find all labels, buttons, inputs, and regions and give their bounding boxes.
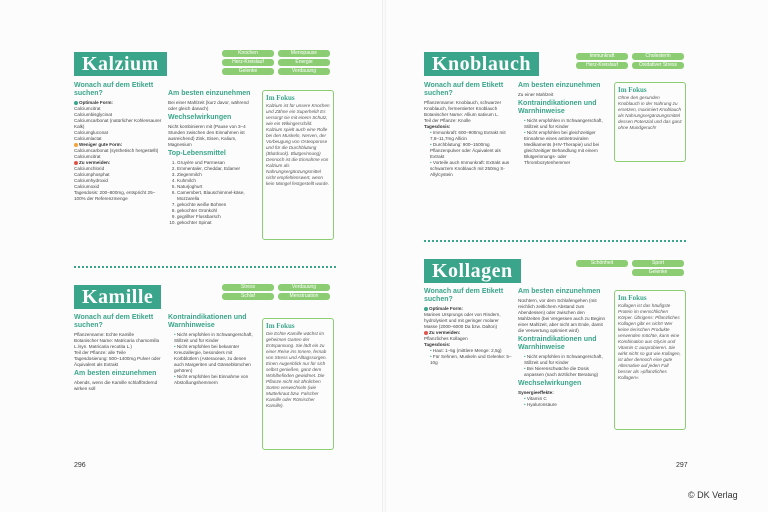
- check-icon: [424, 307, 428, 311]
- kollagen-optimal-text: Marines Ursprungs oder von Rindern, hydrolysiert und mit geringer molarer Masse (2000–6000 Da bzw. Dalton): [424, 312, 501, 329]
- knoblauch-tagesdosis-list: [424, 130, 512, 178]
- book-gutter: [382, 0, 386, 512]
- knoblauch-col-2: [518, 80, 606, 166]
- tag-cholesterin: Cholesterin: [632, 53, 684, 60]
- avoid-icon: [424, 331, 428, 335]
- kollagen-title: Kollagen: [424, 259, 521, 283]
- knoblauch-teil: Teil der Pflanze: Knolle: [424, 118, 471, 123]
- kalzium-col-2: [168, 88, 256, 226]
- fokus-text: Kalzium ist für unsere Knochen und Zähne ein Superheld! Es versorgt sie mit einem Schutz, wie ein Wikingerschild. Kalzium spielt auch eine Rolle bei den Muskeln, Nerven, der Vorbeugung von Osteoporose und für die Durchblutung (Blutdruck). Blutgerinnung) Dennoch ist die Einnahme von Kalzium als Nahrungsergänzungsmittel nicht empfehlenswert, wenn kein Mangel festgestellt wurde.: [266, 103, 330, 186]
- knoblauch-botanisch: Botanischer Name: Allium sativum L.: [424, 112, 499, 117]
- knoblauch-einnehmen-text: Zu einer Mahlzeit: [518, 92, 554, 97]
- kalzium-wonach-heading: Wonach auf dem Etikett suchen?: [74, 82, 154, 97]
- knoblauch-tags: [576, 53, 684, 69]
- avoid-icon: [74, 161, 78, 165]
- page-number-left: 296: [74, 462, 86, 469]
- fokus-text: Ohne den gesunden Knoblauch in der Nahrung zu ersetzen, maximiert Knoblauch als Nahrungsergänzungsmittel dessen Potenzial und das ganz ohne Mundgeruch!: [618, 95, 682, 130]
- kalzium-wechsel-heading: Wechselwirkungen: [168, 114, 232, 121]
- kollagen-tagesdosis-list: [424, 348, 512, 366]
- kollagen-kontra-list: [518, 354, 606, 378]
- knoblauch-einnehmen-heading: Am besten einzunehmen: [518, 82, 601, 89]
- kollagen-vermeiden-text: Pflanzliches Kollagen: [424, 336, 468, 341]
- page-number-right: 297: [676, 462, 688, 469]
- knoblauch-tagesdosis-label: Tagesdosis:: [424, 124, 451, 129]
- list-item: 10. gekochter Spinat: [177, 220, 256, 226]
- fokus-title: Im Fokus: [618, 294, 647, 302]
- kollagen-synergie-label: Synergieeffekte:: [518, 390, 554, 395]
- tag-oxidativer-stress: Oxidativer Stress: [632, 62, 684, 69]
- warning-icon: [74, 143, 78, 147]
- divider: [74, 266, 336, 268]
- kamille-title: Kamille: [74, 285, 161, 309]
- kollagen-einnehmen-text: Nüchtern, vor dem Schlafengehen (mit reichlich zeitlichem Abstand zum Abendessen) oder zwischen den Mahlzeiten (bei Vergessen auch zu Beginn einer Mahlzeit, aber nicht am Ende, damit die Verwertung optimiert wird): [518, 298, 606, 333]
- kamille-fokus-box: [262, 318, 334, 450]
- list-item: 9. gegrillter Flussbarsch: [177, 214, 256, 220]
- tag-immunkraft: Immunkraft: [576, 53, 628, 60]
- tag-menopause: Menopause: [278, 50, 330, 57]
- fokus-title: Im Fokus: [266, 94, 295, 102]
- list-item: • Durchblutung: 900–1500mg Pflanzenpulver oder Äquivalent als Extrakt: [430, 142, 512, 160]
- divider: [424, 240, 686, 242]
- tag-herz-kreislauf: Herz-Kreislauf: [222, 59, 274, 66]
- kalzium-fokus-box: [262, 90, 334, 240]
- list-item: • Nicht empfohlen bei gleichzeitiger Einnahme eines antiretroviralen Medikaments (HIV-Therapie) und bei gleichzeitiger Behandlung mit einem Blutgerinnungs- oder Thrombozytenhemmer: [524, 130, 606, 166]
- kalzium-wechsel-text: Nicht kombinieren mit (Pause von 3–4 Stunden zwischen den Einnahmen ist ausreichend) Zink, Eisen, Kalium, Magnesium: [168, 124, 246, 147]
- list-item: • Immunkraft: 600–900mg Extrakt mit 7,8–11,7mg Allicin: [430, 130, 512, 142]
- list-item: • Hyaluronsäure: [524, 402, 606, 408]
- list-item: • Vitamin C: [524, 396, 606, 402]
- tag-verdauung: Verdauung: [278, 284, 330, 291]
- kalzium-title: Kalzium: [74, 52, 167, 76]
- tag-schoenheit: Schönheit: [576, 260, 628, 267]
- kalzium-vermeiden-items: Calciumchlorid Calciumphosphat Calciumhydroxid Calciumoxid: [74, 166, 110, 189]
- weniger-label: Weniger gute Form:: [79, 142, 123, 147]
- tag-gelenke: Gelenke: [222, 68, 274, 75]
- list-item: • Nicht empfohlen in Schwangerschaft, Stillzeit und für Kinder: [524, 118, 606, 130]
- kollagen-wechsel-heading: Wechselwirkungen: [518, 380, 582, 387]
- kamille-wonach-heading: Wonach auf dem Etikett suchen?: [74, 314, 154, 329]
- list-item: 8. gekochter Grünkohl: [177, 208, 256, 214]
- list-item: • Nicht empfohlen in Schwangerschaft, Stillzeit und für Kinder: [524, 354, 606, 366]
- kalzium-tagesdosis: Tagesdosis: 200–800mg, entspricht 25–100% der Referenzmenge: [74, 190, 156, 201]
- list-item: 4. Kuhmilch: [177, 178, 256, 184]
- kalzium-einnehmen-heading: Am besten einzunehmen: [168, 90, 251, 97]
- kollagen-synergie-list: [518, 396, 606, 408]
- kalzium-weniger-items: Calciumcarbonat (synthetisch hergestellt) Calciumcitrat: [74, 148, 159, 159]
- kalzium-col-1: [74, 80, 162, 202]
- list-item: • Nicht empfohlen in Schwangerschaft, Stillzeit und für Kinder: [174, 332, 256, 344]
- knoblauch-kontra-heading: Kontraindikationen und Warnhinweise: [518, 100, 597, 115]
- tag-verdauung: Verdauung: [278, 68, 330, 75]
- kamille-kontra-heading: Kontraindikationen und Warnhinweise: [168, 314, 247, 329]
- tag-stress: Stress: [222, 284, 274, 291]
- kamille-kontra-list: [168, 332, 256, 386]
- kollagen-kontra-heading: Kontraindikationen und Warnhinweise: [518, 336, 597, 351]
- check-icon: [74, 101, 78, 105]
- kamille-tagesdosis: Tagesdosierung: 500–1400mg Pulver oder Äquivalent als Extrakt: [74, 356, 161, 367]
- kollagen-tags: [576, 260, 684, 276]
- kamille-col-1: [74, 312, 162, 392]
- tag-menstruation: Menstruation: [278, 293, 330, 300]
- list-item: 6. Camembert, Blauschimmel-käse, Mozzarella: [177, 190, 256, 202]
- tag-herz-kreislauf: Herz-Kreislauf: [576, 62, 628, 69]
- kalzium-einnehmen-text: Bei einer Mahlzeit (kurz davor, während oder gleich danach): [168, 100, 249, 111]
- list-item: 7. gekochte weiße Bohnen: [177, 202, 256, 208]
- kamille-teil: Teil der Pflanze: alle Teile: [74, 350, 126, 355]
- right-page: [384, 0, 768, 512]
- list-item: • Haut: 1–5g (mittlere Menge: 2,5g): [430, 348, 512, 354]
- list-item: • Nicht empfohlen bei Einnahme von Abstoßungshemmern: [174, 374, 256, 386]
- kamille-pflanzenname: Pflanzenname: Echte Kamille: [74, 332, 135, 337]
- list-item: • Vorteile auch Immunkraft: Extrakt aus schwarzem Knoblauch mit 250mg S-Allylcystein: [430, 160, 512, 178]
- knoblauch-kontra-list: [518, 118, 606, 166]
- fokus-title: Im Fokus: [266, 322, 295, 330]
- knoblauch-fokus-box: [614, 82, 686, 162]
- knoblauch-pflanzenname: Pflanzenname: Knoblauch, schwarzer Knoblauch, fermentierter Knoblauch: [424, 100, 502, 111]
- optimal-label: Optimale Form:: [429, 306, 463, 311]
- fokus-text: Die Echte Kamille wächst im geheimen Garten der Entspannung. Sie lädt ein zu einer Reise ins Innere, fernab von Stress und Alltagssorgen. Einen Augenblick nur für sich selbst genießen, ganz dem Wohlbefinden gewidmet. Die Pflanze nicht mit ähnlichen Sorten verwechseln (wie Mutterkraut bzw. Falscher Kamille oder Römischer Kamille).: [266, 331, 327, 408]
- kalzium-top-list: [168, 160, 256, 226]
- kollagen-fokus-box: [614, 290, 686, 430]
- fokus-title: Im Fokus: [618, 86, 647, 94]
- kollagen-tagesdosis-label: Tagesdosis:: [424, 342, 451, 347]
- tag-schlaf: Schlaf: [222, 293, 274, 300]
- kamille-botanisch: Botanischer Name: Matricaria chamomilla L./syn. Matricaria recutita L.): [74, 338, 160, 349]
- vermeiden-label: Zu vermeiden:: [79, 160, 111, 165]
- tag-knochen: Knochen: [222, 50, 274, 57]
- kamille-tags: [222, 284, 330, 300]
- tag-energie: Energie: [278, 59, 330, 66]
- list-item: • Bei Nierenschwäche die Dosis anpassen (nach ärztlicher Beratung): [524, 366, 606, 378]
- kalzium-top-heading: Top-Lebensmittel: [168, 150, 226, 157]
- kamille-col-2: [168, 312, 256, 386]
- list-item: 3. Ziegenmilch: [177, 172, 256, 178]
- copyright-credit: © DK Verlag: [688, 490, 738, 500]
- kamille-einnehmen-text: Abends, wenn die Kamille schlaffördernd wirken soll: [74, 380, 158, 391]
- kamille-einnehmen-heading: Am besten einzunehmen: [74, 370, 157, 377]
- list-item: 5. Naturjoghurt: [177, 184, 256, 190]
- tag-gelenke: Gelenke: [632, 269, 684, 276]
- list-item: • Nicht empfohlen bei bekannter Kreuzallergie, besonders mit Korbblütlern (Asteraceae, zu denen auch Margeriten und Gänseblümchen gehören): [174, 344, 256, 374]
- kalzium-optimal-items: Calciumcitrat Calciumbisglycinat Calciumcarbonat (natürlicher Kohlensaurer Kalk) Calciumgluconat Calciumlactat: [74, 106, 162, 141]
- list-item: • Für Sehnen, Muskeln und Gelenke: 5–10g: [430, 354, 512, 366]
- kalzium-tags: [222, 50, 330, 75]
- knoblauch-wonach-heading: Wonach auf dem Etikett suchen?: [424, 82, 504, 97]
- kollagen-einnehmen-heading: Am besten einzunehmen: [518, 288, 601, 295]
- vermeiden-label: Zu vermeiden:: [429, 330, 461, 335]
- kollagen-wonach-heading: Wonach auf dem Etikett suchen?: [424, 288, 504, 303]
- list-item: 2. Emmentaler, Cheddar, Edamer: [177, 166, 256, 172]
- list-item: 1. Gruyère und Parmesan: [177, 160, 256, 166]
- tag-sport: Sport: [632, 260, 684, 267]
- knoblauch-title: Knoblauch: [424, 52, 539, 76]
- kollagen-col-2: [518, 286, 606, 408]
- optimal-label: Optimale Form:: [79, 100, 113, 105]
- knoblauch-col-1: [424, 80, 512, 178]
- fokus-text: Kollagen ist das häufigste Protein im menschlichen Körper. Übrigens: Pflanzliches Kollagen gibt es nicht! Wer keine tierischen Produkte verwenden möchte, kann eine Kombination aus Glycin und Vitamin C ausprobieren. Sie wirkt nicht so gut wie Kollagen, ist aber dennoch eine gute Alternative auf jeden Fall besser als »pflanzliches Kollagen«.: [618, 303, 681, 380]
- kollagen-col-1: [424, 286, 512, 366]
